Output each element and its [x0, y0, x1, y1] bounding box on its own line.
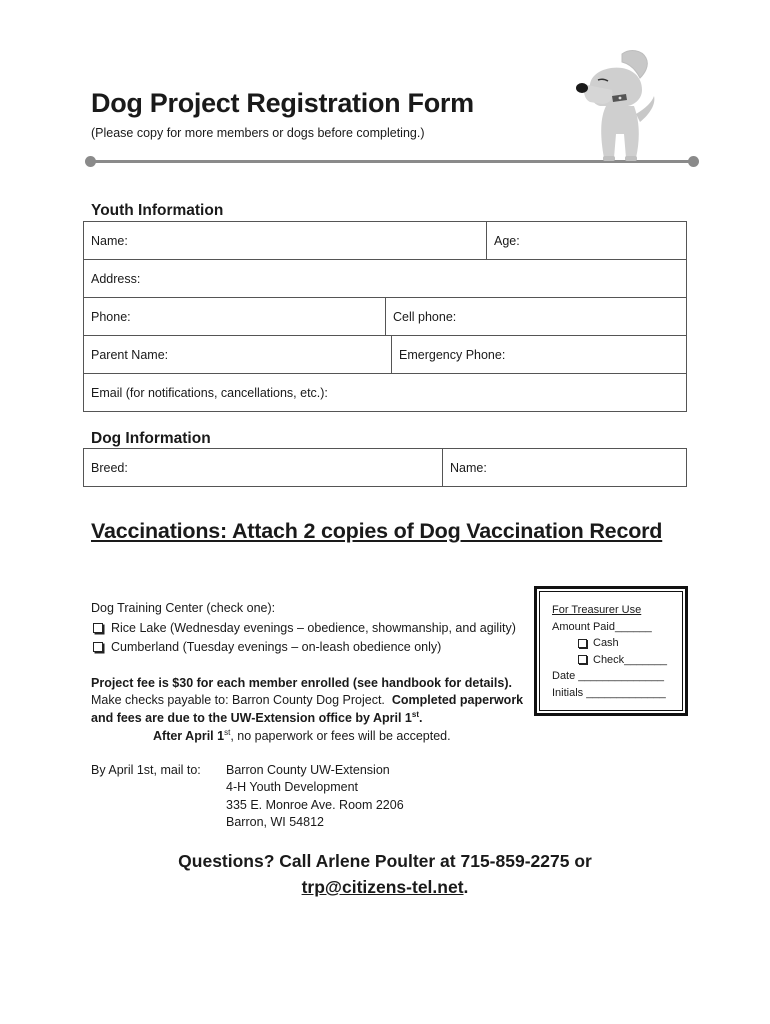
- deadline-rest-text: , no paperwork or fees will be accepted.: [230, 729, 451, 744]
- table-row: [84, 449, 686, 486]
- check-label: Check_______: [593, 653, 668, 666]
- due-prefix-text: and fees are due to the UW-Extension office by April 1: [91, 711, 412, 726]
- dog-info-table: [83, 448, 687, 487]
- due-sup-text: st: [411, 710, 419, 719]
- youth-address-field[interactable]: [84, 260, 686, 297]
- emergency-phone-label: Emergency Phone:: [399, 347, 506, 362]
- checkbox-icon[interactable]: [578, 655, 587, 664]
- vaccinations-heading: Vaccinations: Attach 2 copies of Dog Vaccination Record: [91, 519, 663, 543]
- page-title: Dog Project Registration Form: [91, 88, 474, 118]
- deadline-sup-text: st: [224, 728, 231, 737]
- parent-name-field[interactable]: [84, 336, 391, 373]
- training-option-rice-lake-label: Rice Lake (Wednesday evenings – obedience, showmanship, and agility): [111, 621, 516, 635]
- youth-section-heading: Youth Information: [91, 202, 224, 219]
- treasurer-title: For Treasurer Use: [552, 604, 642, 616]
- youth-name-field[interactable]: [84, 222, 486, 259]
- contact-email-line: [0, 877, 770, 898]
- youth-address-label: Address:: [91, 271, 141, 286]
- dog-breed-field[interactable]: [84, 449, 442, 486]
- table-row: [84, 374, 686, 411]
- page-subtitle: (Please copy for more members or dogs before completing.): [91, 126, 425, 140]
- training-option-cumberland-label: Cumberland (Tuesday evenings – on-leash obedience only): [111, 640, 442, 654]
- check-option[interactable]: [552, 652, 674, 669]
- dog-breed-label: Breed:: [91, 460, 128, 475]
- checkbox-icon[interactable]: [578, 639, 587, 648]
- mail-address-line3: 335 E. Monroe Ave. Room 2206: [226, 798, 404, 812]
- treasurer-use-box: [534, 586, 688, 716]
- contact-questions-text: Questions? Call Arlene Poulter at 715-859-2275 or: [178, 851, 592, 871]
- dog-illustration-icon: [570, 48, 660, 166]
- youth-phone-label: Phone:: [91, 309, 131, 324]
- checkbox-icon[interactable]: [93, 623, 103, 633]
- youth-info-table: [83, 221, 687, 412]
- contact-email-suffix: .: [463, 877, 469, 897]
- payable-text: [91, 693, 523, 707]
- date-field[interactable]: Date ______________: [552, 670, 664, 682]
- divider-right-dot: [688, 156, 699, 167]
- checkbox-icon[interactable]: [93, 642, 103, 652]
- mail-address-line1: Barron County UW-Extension: [226, 763, 390, 777]
- mail-address-line4: Barron, WI 54812: [226, 815, 324, 829]
- due-date-text: [91, 710, 422, 725]
- dog-name-label: Name:: [450, 460, 487, 475]
- table-row: [84, 222, 686, 260]
- amount-paid-field[interactable]: Amount Paid______: [552, 620, 652, 633]
- cash-label: Cash: [593, 637, 619, 649]
- youth-age-field[interactable]: [486, 222, 686, 259]
- due-suffix-text: .: [419, 711, 423, 726]
- mail-address-line2: 4-H Youth Development: [226, 780, 359, 794]
- cash-option[interactable]: [552, 635, 674, 652]
- parent-name-label: Parent Name:: [91, 347, 169, 362]
- table-row: [84, 260, 686, 298]
- email-label: Email (for notifications, cancellations, etc.):: [91, 385, 328, 400]
- youth-cell-phone-label: Cell phone:: [393, 309, 457, 324]
- dog-section-heading: Dog Information: [91, 430, 211, 447]
- dog-name-field[interactable]: [442, 449, 686, 486]
- email-field[interactable]: [84, 374, 686, 411]
- youth-cell-phone-field[interactable]: [385, 298, 686, 335]
- youth-name-label: Name:: [91, 233, 128, 248]
- divider-left-dot: [85, 156, 96, 167]
- youth-age-label: Age:: [494, 233, 520, 248]
- training-option-cumberland[interactable]: [93, 640, 441, 654]
- payable-plain-text: Make checks payable to: Barron County Dog Project.: [91, 693, 385, 707]
- youth-phone-field[interactable]: [84, 298, 385, 335]
- training-option-rice-lake[interactable]: [93, 621, 516, 635]
- deadline-bold-text: After April 1: [153, 729, 225, 744]
- initials-field[interactable]: Initials _____________: [552, 686, 666, 699]
- table-row: [84, 336, 686, 374]
- training-center-label: Dog Training Center (check one):: [91, 601, 276, 615]
- deadline-warning-text: [153, 728, 451, 743]
- project-fee-text: Project fee is $30 for each member enrolled (see handbook for details).: [91, 676, 512, 690]
- contact-email-link[interactable]: trp@citizens-tel.net: [301, 877, 464, 897]
- payable-bold-text: Completed paperwork: [391, 693, 524, 707]
- mail-to-label: By April 1st, mail to:: [91, 763, 201, 777]
- emergency-phone-field[interactable]: [391, 336, 686, 373]
- table-row: [84, 298, 686, 336]
